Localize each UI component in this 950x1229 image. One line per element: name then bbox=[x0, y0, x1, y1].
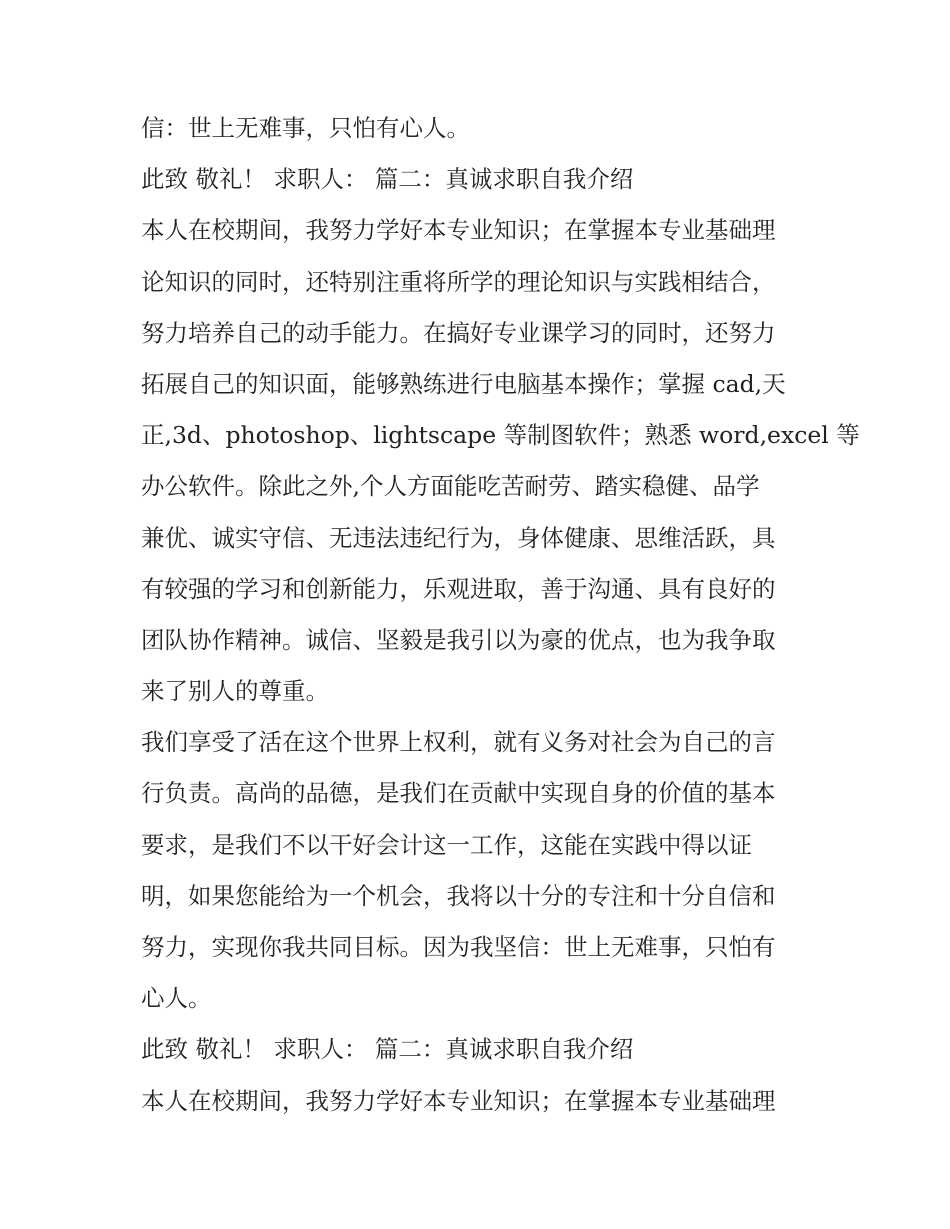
text-line: 行负责。高尚的品德，是我们在贡献中实现自身的价值的基本 bbox=[141, 779, 776, 808]
text-line: 兼优、诚实守信、无违法违纪行为，身体健康、思维活跃，具 bbox=[141, 523, 776, 552]
text-line: 明，如果您能给为一个机会，我将以十分的专注和十分自信和 bbox=[141, 881, 776, 910]
text-line: 办公软件。除此之外,个人方面能吃苦耐劳、踏实稳健、品学 bbox=[141, 472, 760, 501]
text-line: 本人在校期间，我努力学好本专业知识；在掌握本专业基础理 bbox=[141, 1086, 776, 1115]
text-line: 此致 敬礼！ 求职人： 篇二：真诚求职自我介绍 bbox=[141, 165, 634, 194]
text-line: 有较强的学习和创新能力，乐观进取，善于沟通、具有良好的 bbox=[141, 574, 776, 603]
text-line: 正,3d、photoshop、lightscape 等制图软件；熟悉 word,excel 等 bbox=[141, 421, 860, 450]
text-line: 此致 敬礼！ 求职人： 篇二：真诚求职自我介绍 bbox=[141, 1035, 634, 1064]
document-body bbox=[141, 103, 860, 1127]
text-line: 信：世上无难事，只怕有心人。 bbox=[141, 114, 470, 142]
text-line: 论知识的同时，还特别注重将所学的理论知识与实践相结合， bbox=[141, 267, 776, 296]
text-line: 我们享受了活在这个世界上权利，就有义务对社会为自己的言 bbox=[141, 728, 776, 757]
text-line: 努力，实现你我共同目标。因为我坚信：世上无难事，只怕有 bbox=[141, 933, 776, 961]
text-line: 心人。 bbox=[141, 984, 212, 1013]
text-line: 拓展自己的知识面，能够熟练进行电脑基本操作；掌握 cad,天 bbox=[141, 369, 786, 398]
text-line: 团队协作精神。诚信、坚毅是我引以为豪的优点，也为我争取 bbox=[141, 625, 776, 654]
text-line: 来了别人的尊重。 bbox=[141, 677, 329, 706]
text-line: 努力培养自己的动手能力。在搞好专业课学习的同时，还努力 bbox=[141, 318, 776, 347]
text-line: 要求，是我们不以干好会计这一工作，这能在实践中得以证 bbox=[141, 830, 752, 859]
text-line: 本人在校期间，我努力学好本专业知识；在掌握本专业基础理 bbox=[141, 216, 776, 245]
